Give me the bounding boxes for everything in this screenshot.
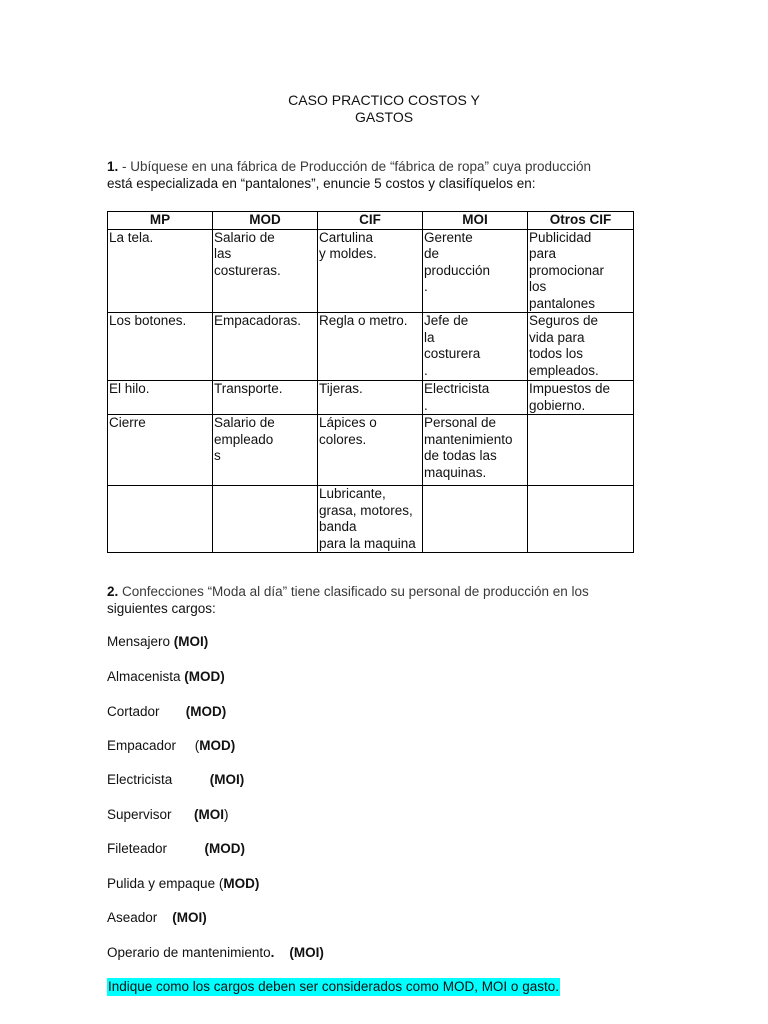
table-cell xyxy=(528,486,634,553)
header-mod: MOD xyxy=(213,212,318,230)
question-1-text-2: está especializada en “pantalones”, enuncie 5 costos y clasifíquelos en: xyxy=(107,176,536,191)
table-cell: Regla o metro. xyxy=(318,313,423,381)
role-name: Pulida y empaque ( xyxy=(107,876,224,891)
table-cell: Los botones. xyxy=(108,313,213,381)
table-row xyxy=(108,381,634,415)
role-class: (MOD) xyxy=(204,841,246,856)
table-cell: Seguros de vida para todos los empleados. xyxy=(528,313,634,381)
role-name: Mensajero xyxy=(107,634,174,649)
table-row xyxy=(108,486,634,553)
role-class: (MOD) xyxy=(184,669,225,684)
table-cell xyxy=(423,486,528,553)
role-class: MOD) xyxy=(199,738,236,753)
role-pre: ( xyxy=(194,738,200,753)
role-name: Operario de mantenimiento xyxy=(107,945,271,960)
table-cell: Lápices o colores. xyxy=(318,415,423,486)
question-1-line-1 xyxy=(107,158,647,175)
list-item xyxy=(107,875,259,892)
table-cell xyxy=(213,486,318,553)
role-class: (MOI) xyxy=(172,910,207,925)
table-cell: Cierre xyxy=(108,415,213,486)
table-cell: Salario de las costureras. xyxy=(213,229,318,313)
question-2 xyxy=(107,583,647,617)
role-class: MOD) xyxy=(223,876,260,891)
role-name: Aseador xyxy=(107,910,173,925)
header-cif: CIF xyxy=(318,212,423,230)
list-item xyxy=(107,737,235,754)
table-row xyxy=(108,415,634,486)
table-cell: Empacadoras. xyxy=(213,313,318,381)
table-cell: Impuestos de gobierno. xyxy=(528,381,634,415)
role-class: (MOI) xyxy=(173,634,209,649)
table-cell: Publicidad para promocionar los pantalones xyxy=(528,229,634,313)
role-name: Fileteador xyxy=(107,841,205,856)
table-cell: Salario de empleado s xyxy=(213,415,318,486)
table-cell xyxy=(108,486,213,553)
table-cell: El hilo. xyxy=(108,381,213,415)
table-header-row xyxy=(108,212,634,230)
list-item xyxy=(107,806,229,823)
role-name: Cortador xyxy=(107,704,186,719)
table-cell: Gerente de producción . xyxy=(423,229,528,313)
role-name: Electricista xyxy=(107,772,210,787)
list-item xyxy=(107,703,226,720)
table-cell: Jefe de la costurera . xyxy=(423,313,528,381)
role-class: (MOI xyxy=(194,807,225,822)
question-1 xyxy=(107,158,647,192)
header-otros-cif: Otros CIF xyxy=(528,212,634,230)
question-2-line-1 xyxy=(107,583,647,600)
title-line-1: CASO PRACTICO COSTOS Y xyxy=(288,92,480,108)
role-name: Almacenista xyxy=(107,669,185,684)
list-item xyxy=(107,909,207,926)
highlighted-instruction: Indique como los cargos deben ser considerados como MOD, MOI o gasto. xyxy=(108,979,559,994)
question-1-number: 1. xyxy=(107,159,119,174)
title-line-2: GASTOS xyxy=(354,109,414,125)
list-item xyxy=(107,840,245,857)
question-2-text-2: siguientes cargos: xyxy=(107,601,216,616)
question-2-text-1: Confecciones “Moda al día” tiene clasificado su personal de producción en los xyxy=(118,584,589,599)
list-item xyxy=(107,771,244,788)
role-post: ) xyxy=(224,807,229,822)
role-name: Empacador xyxy=(107,738,195,753)
table-row xyxy=(108,229,634,313)
costs-table xyxy=(107,211,634,553)
table-cell xyxy=(528,415,634,486)
list-item xyxy=(107,668,225,685)
table-row xyxy=(108,313,634,381)
table-cell: Personal de mantenimiento de todas las maquinas. xyxy=(423,415,528,486)
table-cell: Electricista . xyxy=(423,381,528,415)
header-moi: MOI xyxy=(423,212,528,230)
role-name: Supervisor xyxy=(107,807,195,822)
question-2-number: 2. xyxy=(107,584,119,599)
table-cell: Transporte. xyxy=(213,381,318,415)
role-class: (MOD) xyxy=(185,704,227,719)
header-mp: MP xyxy=(108,212,213,230)
list-item xyxy=(107,633,208,650)
question-1-text-1: - Ubíquese en una fábrica de Producción de “fábrica de ropa” cuya producción xyxy=(118,159,592,174)
table-cell: Cartulina y moldes. xyxy=(318,229,423,313)
document-title xyxy=(0,92,768,126)
list-item xyxy=(107,944,324,961)
table-cell: La tela. xyxy=(108,229,213,313)
table-cell: Lubricante, grasa, motores, banda para la maquina xyxy=(318,486,423,553)
role-class: (MOI) xyxy=(209,772,245,787)
table-cell: Tijeras. xyxy=(318,381,423,415)
role-class: . (MOI) xyxy=(270,945,324,960)
